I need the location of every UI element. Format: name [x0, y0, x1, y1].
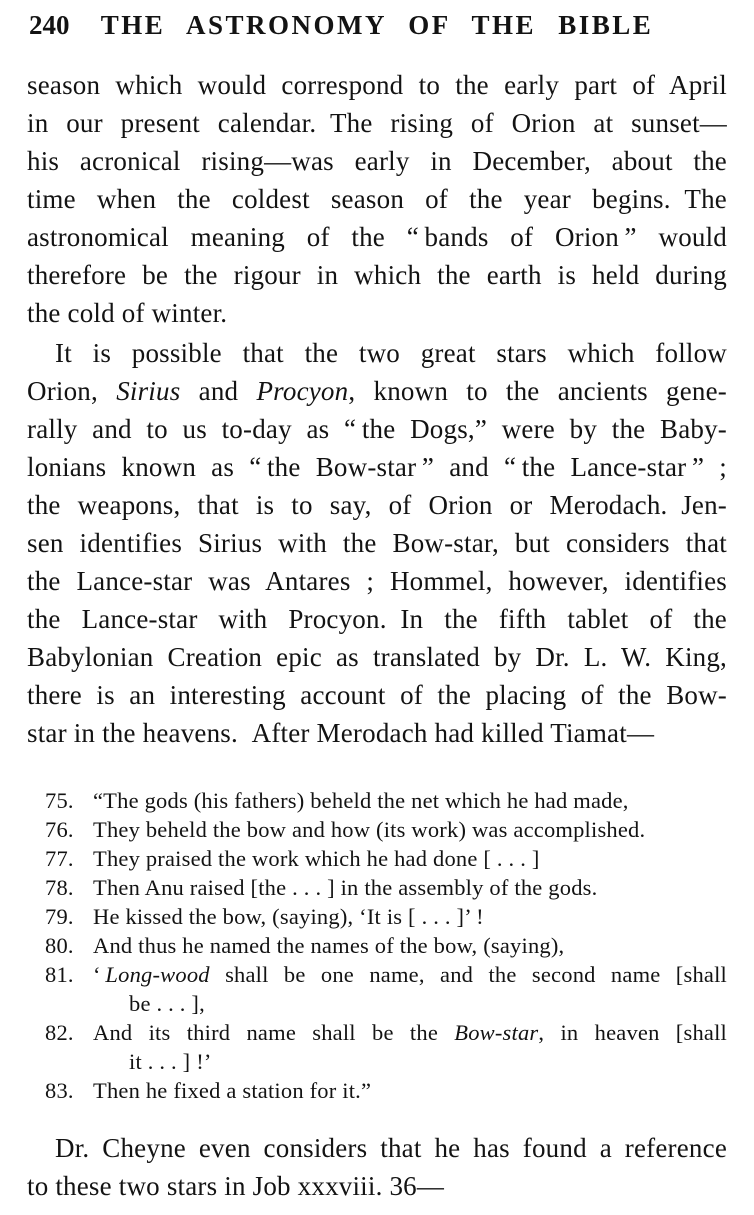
quote-line-number: 78. — [45, 875, 74, 900]
text-line: rally and to us to-day as “ the Dogs,” were by the Baby- — [27, 414, 727, 444]
quote-continuation-line: be . . . ], — [129, 991, 205, 1016]
text-line: the Lance-star was Antares ; Hommel, however, identifies — [27, 566, 727, 596]
text-line: there is an interesting account of the placing of the Bow- — [27, 680, 727, 710]
text-line: Dr. Cheyne even considers that he has found a reference — [55, 1133, 727, 1163]
quote-continuation-line: it . . . ] !’ — [129, 1049, 212, 1074]
quote-item — [45, 931, 727, 960]
quote-line-text: They beheld the bow and how (its work) was accomplished. — [93, 817, 646, 842]
text-line: the Lance-star with Procyon. In the fifth tablet of the — [27, 604, 727, 634]
text-line: Orion, Sirius and Procyon, known to the ancients gene- — [27, 376, 727, 406]
text-line: the weapons, that is to say, of Orion or Merodach. Jen- — [27, 490, 727, 520]
text-line: the cold of winter. — [27, 298, 228, 328]
quote-line-number: 83. — [45, 1078, 74, 1103]
text-line: to these two stars in Job xxxviii. 36— — [27, 1171, 445, 1201]
quote-line-number: 76. — [45, 817, 74, 842]
running-title: THE ASTRONOMY OF THE BIBLE — [100, 10, 654, 40]
quote-item — [45, 902, 727, 931]
quote-line-text: “The gods (his fathers) beheld the net which he had made, — [93, 788, 629, 813]
text-line: in our present calendar. The rising of Orion at sunset— — [27, 108, 727, 138]
quote-item — [45, 1076, 727, 1105]
text-line: sen identifies Sirius with the Bow-star, but considers that — [27, 528, 727, 558]
text-line: star in the heavens. After Merodach had killed Tiamat— — [27, 718, 655, 748]
quote-line-number: 75. — [45, 788, 74, 813]
quote-item — [45, 873, 727, 902]
quote-block — [45, 786, 727, 1105]
paragraph — [27, 334, 727, 752]
text-line: season which would correspond to the early part of April — [27, 70, 727, 100]
quote-line-text: He kissed the bow, (saying), ‘It is [ . . . ]’ ! — [93, 904, 484, 929]
text-line: lonians known as “ the Bow-star ” and “ the Lance-star ” ; — [27, 452, 727, 482]
quote-line-text: ‘ Long-wood shall be one name, and the second name [shall — [93, 962, 727, 987]
paragraph — [27, 66, 727, 332]
text-line: therefore be the rigour in which the earth is held during — [27, 260, 727, 290]
quote-line-text: They praised the work which he had done [ . . . ] — [93, 846, 540, 871]
quote-line-text: Then he fixed a station for it.” — [93, 1078, 372, 1103]
quote-item — [45, 960, 727, 989]
page-header — [27, 10, 727, 46]
text-line: Babylonian Creation epic as translated by Dr. L. W. King, — [27, 642, 727, 672]
quote-line-number: 82. — [45, 1020, 74, 1045]
text-line: his acronical rising—was early in December, about the — [27, 146, 727, 176]
quote-line-text: And its third name shall be the Bow-star, in heaven [shall — [93, 1020, 727, 1045]
quote-item — [45, 844, 727, 873]
quote-line-text: And thus he named the names of the bow, (saying), — [93, 933, 565, 958]
page-number: 240 — [29, 10, 70, 40]
quote-item — [45, 815, 727, 844]
text-line: astronomical meaning of the “ bands of Orion ” would — [27, 222, 727, 252]
closing-paragraph — [27, 1129, 727, 1205]
quote-line-number: 80. — [45, 933, 74, 958]
quote-line-text: Then Anu raised [the . . . ] in the assembly of the gods. — [93, 875, 598, 900]
quote-line-number: 79. — [45, 904, 74, 929]
quote-item — [45, 786, 727, 815]
quote-line-number: 77. — [45, 846, 74, 871]
text-line: It is possible that the two great stars which follow — [55, 338, 727, 368]
text-line: time when the coldest season of the year begins. The — [27, 184, 727, 214]
quote-item — [45, 1018, 727, 1047]
quote-line-number: 81. — [45, 962, 74, 987]
